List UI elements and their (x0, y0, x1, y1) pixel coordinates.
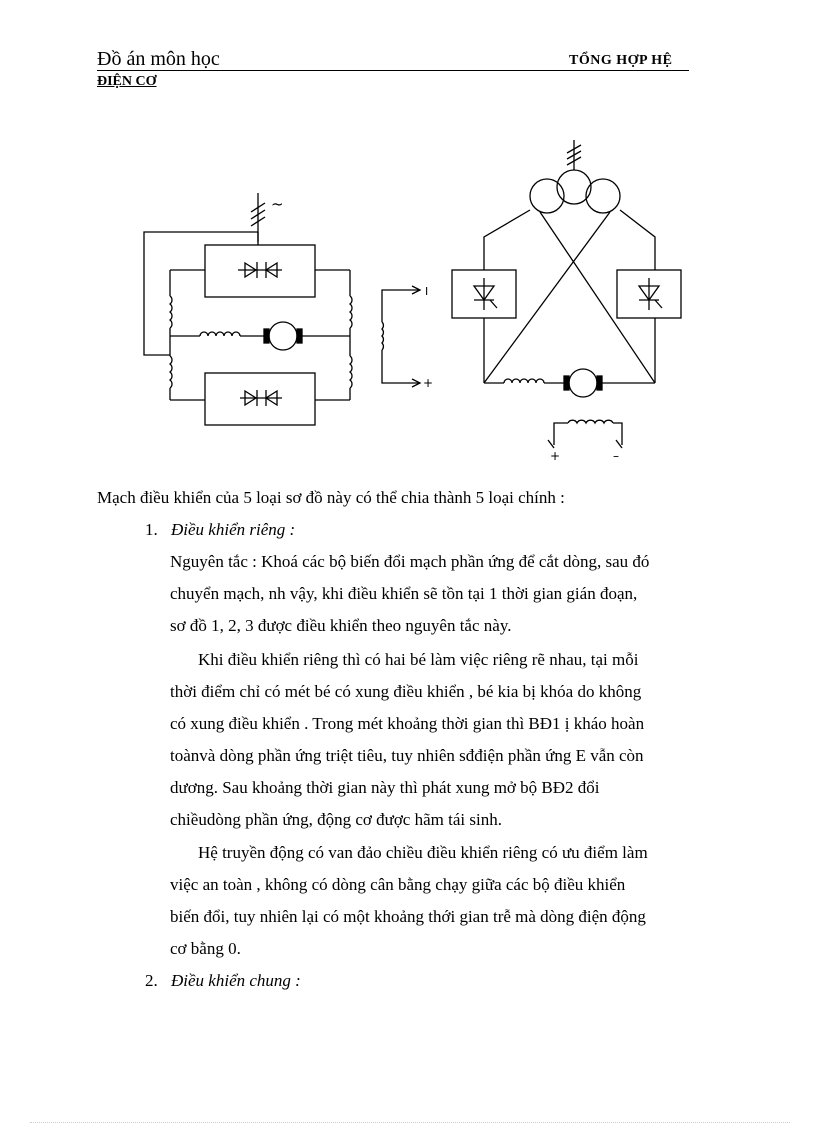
item-1-heading (145, 520, 295, 540)
item-2-title: Điều khiển chung : (171, 971, 301, 990)
paragraph-line: thời điểm chỉ có mét bé có xung điều khiển , bé kia bị khóa do không (170, 682, 642, 701)
paragraph-line: sơ đồ 1, 2, 3 được điều khiển theo nguyên tắc này. (170, 616, 512, 635)
paragraph-line: biến đổi, tuy nhiên lại có một khoảng thới gian trễ mà dòng điện động (170, 907, 646, 926)
paragraph-line: chuyển mạch, nh vậy, khi điều khiển sẽ tồn tại 1 thời gian gián đoạn, (170, 584, 638, 603)
item-1-number: 1. (145, 520, 158, 539)
item-1-paragraph-3 (170, 837, 720, 965)
item-1-paragraph-1 (170, 546, 720, 642)
left-mark-bottom: + (423, 376, 434, 390)
paragraph-line: việc an toàn , không có dòng cân bằng chạy giữa các bộ điều khiển (170, 875, 626, 894)
paragraph-line: Nguyên tắc : Khoá các bộ biến đổi mạch phần ứng để cắt dòng, sau đó (170, 552, 650, 571)
header-title-left: Đồ án môn học (97, 48, 220, 70)
paragraph-line: chiềudòng phần ứng, động cơ được hãm tái sinh. (170, 810, 502, 829)
right-minus-label: – (613, 449, 619, 463)
left-circuit-diagram (144, 193, 433, 425)
paragraph-line: toànvà dòng phần ứng triệt tiêu, tuy nhiên sđđiện phần ứng E vẫn còn (170, 746, 644, 765)
ac-tilde-label: ~ (271, 195, 284, 213)
left-mark-top: I (425, 285, 429, 298)
paragraph-line: có xung điều khiển . Trong mét khoảng thời gian thì BĐ1 ị kháo hoàn (170, 714, 645, 733)
header-subtitle: ĐIỆN CƠ (97, 74, 157, 89)
item-2-heading (145, 971, 301, 991)
item-1-paragraph-2 (170, 644, 720, 836)
item-1-title: Điều khiển riêng : (171, 520, 296, 539)
paragraph-line: Hệ truyền động có van đảo chiều điều khiển riêng có ưu điểm làm (198, 843, 648, 862)
circuit-diagrams (0, 0, 816, 480)
intro-paragraph: Mạch điều khiển của 5 loại sơ đồ này có thể chia thành 5 loại chính : (97, 488, 565, 507)
paragraph-line: Khi điều khiển riêng thì có hai bé làm việc riêng rẽ nhau, tại mỗi (198, 650, 639, 669)
item-2-number: 2. (145, 971, 158, 990)
header-title-right: TỔNG HỢP HỆ (569, 53, 673, 68)
right-plus-label: + (550, 449, 561, 463)
paragraph-line: dương. Sau khoảng thời gian này thì phát xung mở bộ BĐ2 đổi (170, 778, 600, 797)
paragraph-line: cơ bằng 0. (170, 939, 241, 958)
right-circuit-diagram (452, 140, 681, 463)
